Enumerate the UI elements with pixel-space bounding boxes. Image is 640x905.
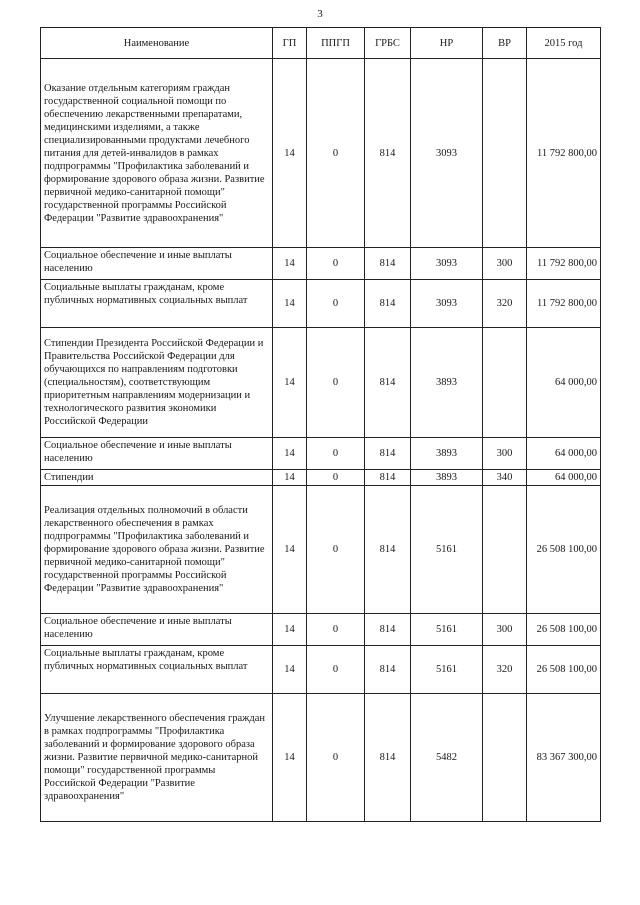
row-gp: 14 — [273, 438, 307, 470]
table-row — [41, 614, 601, 646]
page-number: 3 — [317, 8, 323, 20]
row-nr: 3093 — [411, 248, 483, 280]
row-amount: 64 000,00 — [527, 470, 601, 486]
row-vr: 300 — [483, 248, 527, 280]
table-row — [41, 646, 601, 694]
row-amount: 11 792 800,00 — [527, 280, 601, 328]
header-vr: ВР — [483, 28, 527, 59]
row-gp: 14 — [273, 614, 307, 646]
table-row — [41, 694, 601, 822]
row-nr: 5161 — [411, 646, 483, 694]
row-nr: 3893 — [411, 438, 483, 470]
table-header-row — [41, 28, 601, 59]
row-grbs: 814 — [365, 470, 411, 486]
row-nr: 5161 — [411, 614, 483, 646]
budget-table — [40, 27, 601, 822]
row-amount: 26 508 100,00 — [527, 646, 601, 694]
row-gp: 14 — [273, 59, 307, 248]
table-row — [41, 280, 601, 328]
row-grbs: 814 — [365, 694, 411, 822]
row-gp: 14 — [273, 694, 307, 822]
row-nr: 3893 — [411, 328, 483, 438]
row-name: Стипендии Президента Российской Федерации и Правительства Российской Федерации для обучающихся по направлениям подготовки (специальностям), соответствующим приоритетным направлениям модернизации и технологического развития экономики Российской Федерации — [41, 328, 273, 438]
row-vr: 320 — [483, 646, 527, 694]
row-grbs: 814 — [365, 59, 411, 248]
row-vr — [483, 486, 527, 614]
row-ppgp: 0 — [307, 646, 365, 694]
header-ppgp: ППГП — [307, 28, 365, 59]
row-gp: 14 — [273, 280, 307, 328]
row-amount: 11 792 800,00 — [527, 248, 601, 280]
header-name: Наименование — [41, 28, 273, 59]
row-name: Улучшение лекарственного обеспечения граждан в рамках подпрограммы "Профилактика заболеваний и формирование здорового образа жизни. Развитие первичной медико-санитарной помощи" государственной программы Российской Федерации "Развитие здравоохранения" — [41, 694, 273, 822]
row-name: Оказание отдельным категориям граждан государственной социальной помощи по обеспечению лекарственными препаратами, медицинскими изделиями, а также специализированными продуктами лечебного питания для детей-инвалидов в рамках подпрограммы "Профилактика заболеваний и формирование здорового образа жизни. Развитие первичной медико-санитарной помощи" государственной программы Российской Федерации "Развитие здравоохранения" — [41, 59, 273, 248]
table-row — [41, 59, 601, 248]
row-vr — [483, 694, 527, 822]
row-ppgp: 0 — [307, 248, 365, 280]
row-nr: 3093 — [411, 59, 483, 248]
row-gp: 14 — [273, 328, 307, 438]
row-ppgp: 0 — [307, 280, 365, 328]
table-row — [41, 470, 601, 486]
row-name: Социальные выплаты гражданам, кроме публичных нормативных социальных выплат — [41, 280, 273, 328]
row-grbs: 814 — [365, 486, 411, 614]
row-vr — [483, 328, 527, 438]
table-row — [41, 248, 601, 280]
row-ppgp: 0 — [307, 328, 365, 438]
row-name: Реализация отдельных полномочий в области лекарственного обеспечения в рамках подпрограммы "Профилактика заболеваний и формирование здорового образа жизни. Развитие первичной медико-санитарной помощи" государственной программы Российской Федерации "Развитие здравоохранения" — [41, 486, 273, 614]
row-name: Социальное обеспечение и иные выплаты населению — [41, 614, 273, 646]
row-nr: 5161 — [411, 486, 483, 614]
row-gp: 14 — [273, 486, 307, 614]
row-ppgp: 0 — [307, 470, 365, 486]
table-row — [41, 328, 601, 438]
row-ppgp: 0 — [307, 694, 365, 822]
table-row — [41, 486, 601, 614]
row-amount: 26 508 100,00 — [527, 486, 601, 614]
header-nr: НР — [411, 28, 483, 59]
row-grbs: 814 — [365, 248, 411, 280]
row-vr: 300 — [483, 614, 527, 646]
row-ppgp: 0 — [307, 438, 365, 470]
row-amount: 64 000,00 — [527, 328, 601, 438]
row-vr: 300 — [483, 438, 527, 470]
header-gp: ГП — [273, 28, 307, 59]
row-nr: 5482 — [411, 694, 483, 822]
row-ppgp: 0 — [307, 614, 365, 646]
table-row — [41, 438, 601, 470]
row-grbs: 814 — [365, 614, 411, 646]
row-amount: 11 792 800,00 — [527, 59, 601, 248]
row-vr — [483, 59, 527, 248]
row-vr: 320 — [483, 280, 527, 328]
row-grbs: 814 — [365, 328, 411, 438]
row-grbs: 814 — [365, 280, 411, 328]
row-amount: 64 000,00 — [527, 438, 601, 470]
row-gp: 14 — [273, 470, 307, 486]
row-ppgp: 0 — [307, 59, 365, 248]
row-name: Стипендии — [41, 470, 273, 486]
row-name: Социальные выплаты гражданам, кроме публичных нормативных социальных выплат — [41, 646, 273, 694]
row-gp: 14 — [273, 646, 307, 694]
header-grbs: ГРБС — [365, 28, 411, 59]
row-nr: 3093 — [411, 280, 483, 328]
row-amount: 26 508 100,00 — [527, 614, 601, 646]
row-vr: 340 — [483, 470, 527, 486]
row-amount: 83 367 300,00 — [527, 694, 601, 822]
row-grbs: 814 — [365, 646, 411, 694]
row-name: Социальное обеспечение и иные выплаты населению — [41, 438, 273, 470]
row-name: Социальное обеспечение и иные выплаты населению — [41, 248, 273, 280]
row-ppgp: 0 — [307, 486, 365, 614]
row-gp: 14 — [273, 248, 307, 280]
row-nr: 3893 — [411, 470, 483, 486]
header-year: 2015 год — [527, 28, 601, 59]
row-grbs: 814 — [365, 438, 411, 470]
